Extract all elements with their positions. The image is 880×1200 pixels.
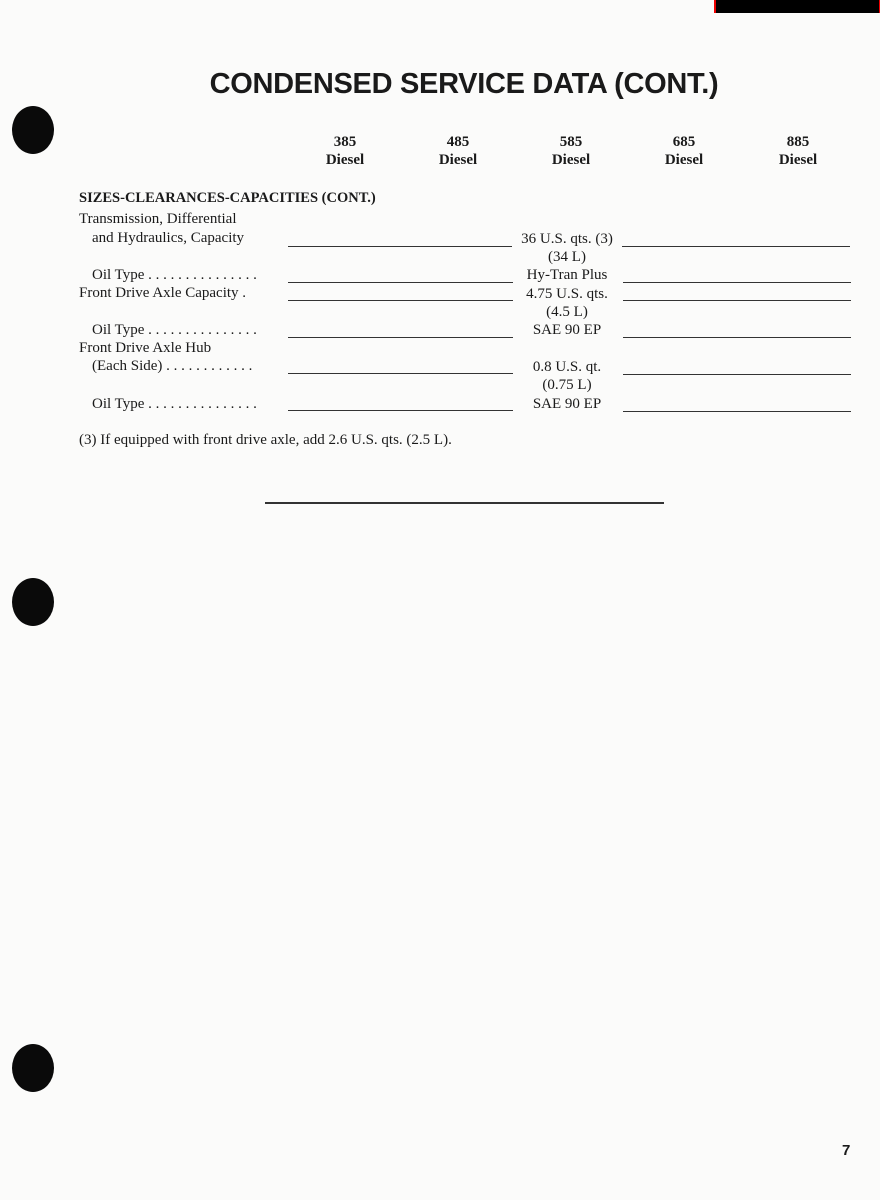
column-header-385: 385 Diesel — [325, 134, 365, 168]
blank-rule — [288, 337, 513, 338]
footnote: (3) If equipped with front drive axle, add 2.6 U.S. qts. (2.5 L). — [79, 432, 452, 448]
row-label: (Each Side) . . . . . . . . . . . . — [92, 358, 253, 374]
row-label: Transmission, Differential — [79, 211, 237, 227]
section-heading: SIZES-CLEARANCES-CAPACITIES (CONT.) — [79, 190, 376, 206]
row-label: Oil Type . . . . . . . . . . . . . . . — [92, 396, 257, 412]
column-header-685: 685 Diesel — [664, 134, 704, 168]
row-value-metric: (34 L) — [548, 249, 586, 265]
row-value: 0.8 U.S. qt. — [532, 359, 602, 375]
row-value: 4.75 U.S. qts. — [526, 286, 608, 302]
blank-rule — [623, 282, 851, 283]
page-number: 7 — [842, 1142, 851, 1159]
blank-rule — [288, 246, 512, 247]
column-header-585: 585 Diesel — [551, 134, 591, 168]
row-value: SAE 90 EP — [532, 322, 602, 338]
blank-rule — [288, 282, 513, 283]
row-label: Front Drive Axle Hub — [79, 340, 212, 356]
blank-rule — [623, 300, 851, 301]
column-header-485: 485 Diesel — [438, 134, 478, 168]
row-value-metric: (4.5 L) — [546, 304, 588, 320]
row-label: Oil Type . . . . . . . . . . . . . . . — [92, 267, 257, 283]
binder-hole — [12, 106, 54, 154]
row-label: and Hydraulics, Capacity — [92, 230, 245, 246]
blank-rule — [288, 300, 513, 301]
scan-edge-bar — [714, 0, 880, 13]
row-label: Oil Type . . . . . . . . . . . . . . . — [92, 322, 257, 338]
row-value: Hy-Tran Plus — [526, 267, 608, 283]
blank-rule — [622, 246, 850, 247]
row-value: SAE 90 EP — [532, 396, 602, 412]
section-divider — [265, 502, 664, 504]
blank-rule — [623, 337, 851, 338]
blank-rule — [288, 410, 513, 411]
row-value: 36 U.S. qts. (3) — [521, 231, 613, 247]
page-title: CONDENSED SERVICE DATA (CONT.) — [209, 68, 719, 100]
row-value-metric: (0.75 L) — [542, 377, 592, 393]
blank-rule — [288, 373, 513, 374]
blank-rule — [623, 374, 851, 375]
blank-rule — [623, 411, 851, 412]
row-label: Front Drive Axle Capacity . — [79, 285, 247, 301]
column-header-885: 885 Diesel — [778, 134, 818, 168]
binder-hole — [12, 578, 54, 626]
binder-hole — [12, 1044, 54, 1092]
